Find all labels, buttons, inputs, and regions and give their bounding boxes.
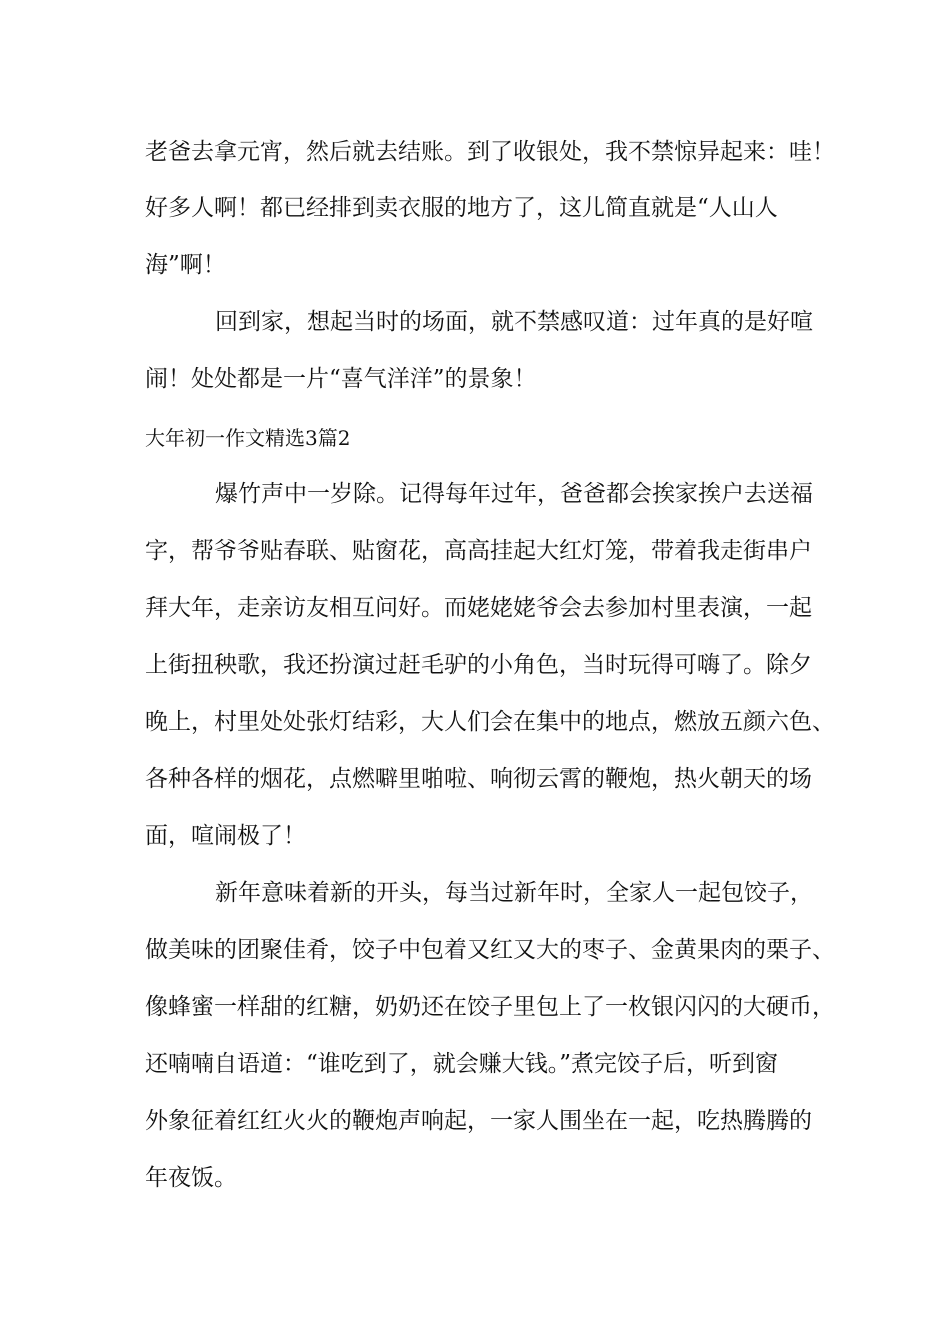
body-line: 外象征着红红火火的鞭炮声响起，一家人围坐在一起，吃热腾腾的 xyxy=(145,1108,812,1134)
body-line: 爆竹声中一岁除。记得每年过年，爸爸都会挨家挨户去送福 xyxy=(215,481,813,507)
body-line: 还喃喃自语道：“谁吃到了，就会赚大钱。”煮完饺子后，听到窗 xyxy=(145,1051,779,1077)
body-line: 闹！处处都是一片“喜气洋洋”的景象！ xyxy=(145,366,537,392)
body-line: 新年意味着新的开头，每当过新年时，全家人一起包饺子， xyxy=(215,880,813,906)
body-line: 回到家，想起当时的场面，就不禁感叹道：过年真的是好喧 xyxy=(215,309,813,335)
body-line: 海”啊！ xyxy=(145,252,226,278)
body-line: 晚上，村里处处张灯结彩，大人们会在集中的地点，燃放五颜六色、 xyxy=(145,709,835,735)
body-line: 好多人啊！都已经排到卖衣服的地方了，这儿简直就是“人山人 xyxy=(145,195,778,221)
body-line: 字，帮爷爷贴春联、贴窗花，高高挂起大红灯笼，带着我走街串户 xyxy=(145,538,812,564)
body-line: 上街扭秧歌，我还扮演过赶毛驴的小角色，当时玩得可嗨了。除夕 xyxy=(145,652,812,678)
body-line: 像蜂蜜一样甜的红糖，奶奶还在饺子里包上了一枚银闪闪的大硬币， xyxy=(145,994,835,1020)
body-line: 面，喧闹极了！ xyxy=(145,823,306,849)
section-heading: 大年初一作文精选3篇2 xyxy=(145,426,351,450)
body-line: 拜大年，走亲访友相互问好。而姥姥姥爷会去参加村里表演，一起 xyxy=(145,595,812,621)
body-line: 年夜饭。 xyxy=(145,1165,237,1191)
body-line: 各种各样的烟花，点燃噼里啪啦、响彻云霄的鞭炮，热火朝天的场 xyxy=(145,766,812,792)
body-line: 做美味的团聚佳肴，饺子中包着又红又大的枣子、金黄果肉的栗子、 xyxy=(145,937,835,963)
body-line: 老爸去拿元宵，然后就去结账。到了收银处，我不禁惊异起来：哇！ xyxy=(145,139,835,165)
